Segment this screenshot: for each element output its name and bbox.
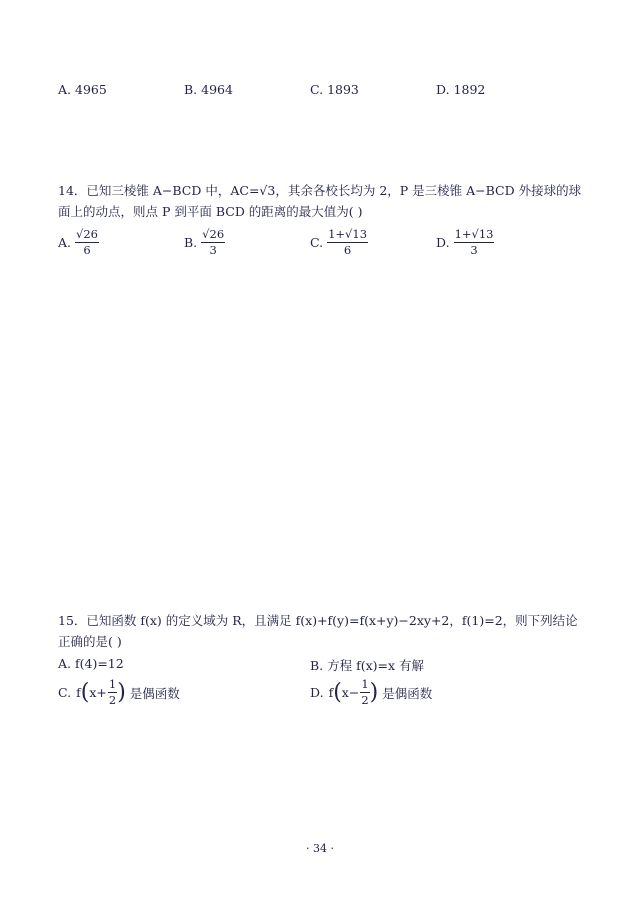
- option-label: B.: [184, 235, 198, 250]
- fraction: [327, 228, 368, 257]
- option-text: 是偶函数: [382, 685, 433, 701]
- right-paren: ): [369, 679, 379, 705]
- denominator: 3: [209, 243, 217, 257]
- q13-option-c: [310, 82, 359, 97]
- option-label: D.: [436, 235, 450, 250]
- left-paren: (: [333, 679, 342, 705]
- q13-option-a: [58, 82, 107, 97]
- fraction: [108, 678, 117, 707]
- option-text: 1892: [453, 82, 486, 97]
- option-text: 1893: [327, 82, 359, 97]
- option-text: 方程 f(x)=x 有解: [327, 658, 425, 673]
- numerator: √26: [202, 227, 225, 241]
- option-label: C.: [310, 235, 324, 250]
- fraction: [454, 228, 495, 257]
- q14-line-1: 14．已知三棱锥 A−BCD 中，AC=√3，其余各校长均为 2，P 是三棱锥 A−BCD 外接球的球: [58, 183, 582, 198]
- argument: x−: [341, 685, 360, 700]
- argument: x+: [89, 685, 107, 700]
- option-label: B.: [310, 658, 324, 673]
- option-label: D.: [436, 82, 450, 97]
- q14-line-2: 面上的动点，则点 P 到平面 BCD 的距离的最大值为( ): [58, 204, 363, 219]
- option-label: A.: [58, 656, 72, 671]
- option-label: B.: [184, 82, 198, 97]
- numerator: 1+√13: [454, 227, 494, 241]
- option-text: f(4)=12: [75, 656, 124, 671]
- q15-line-1: 15．已知函数 f(x) 的定义域为 R，且满足 f(x)+f(y)=f(x+y)−2xy+2，f(1)=2，则下列结论: [58, 613, 578, 628]
- denominator: 3: [470, 243, 478, 257]
- numerator: 1+√13: [328, 227, 368, 241]
- fraction: [360, 678, 369, 707]
- option-text: 是偶函数: [129, 685, 180, 701]
- option-label: C.: [310, 82, 324, 97]
- option-label: A.: [58, 235, 72, 250]
- option-label: D.: [310, 685, 324, 700]
- option-text: 4964: [201, 82, 233, 97]
- q13-option-b: [184, 82, 233, 97]
- q15-stem: [58, 610, 588, 652]
- function-name: f: [76, 685, 81, 700]
- denominator: 2: [108, 693, 117, 707]
- q14-option-d: [436, 228, 494, 257]
- numerator: 1: [108, 677, 117, 691]
- option-label: A.: [58, 82, 72, 97]
- denominator: 2: [361, 693, 369, 707]
- fraction: [201, 228, 225, 257]
- q14-option-c: [310, 228, 368, 257]
- option-label: C.: [58, 685, 72, 700]
- function-name: f: [328, 685, 334, 700]
- numerator: √26: [76, 227, 98, 241]
- q15-line-2: 正确的是( ): [58, 634, 122, 649]
- q14-stem: [58, 180, 588, 222]
- right-paren: ): [117, 679, 126, 705]
- page-number: · 34 ·: [306, 842, 334, 855]
- q15-option-d: [310, 678, 432, 707]
- option-text: 4965: [75, 82, 107, 97]
- numerator: 1: [361, 677, 369, 691]
- q14-option-a: [58, 228, 99, 257]
- denominator: 6: [83, 243, 91, 257]
- left-paren: (: [80, 679, 90, 705]
- q13-option-d: [436, 82, 485, 97]
- q15-option-c: [58, 678, 180, 707]
- q15-option-b: [310, 656, 424, 674]
- q14-option-b: [184, 228, 225, 257]
- q15-option-a: [58, 656, 124, 671]
- fraction: [75, 228, 99, 257]
- denominator: 6: [343, 243, 352, 257]
